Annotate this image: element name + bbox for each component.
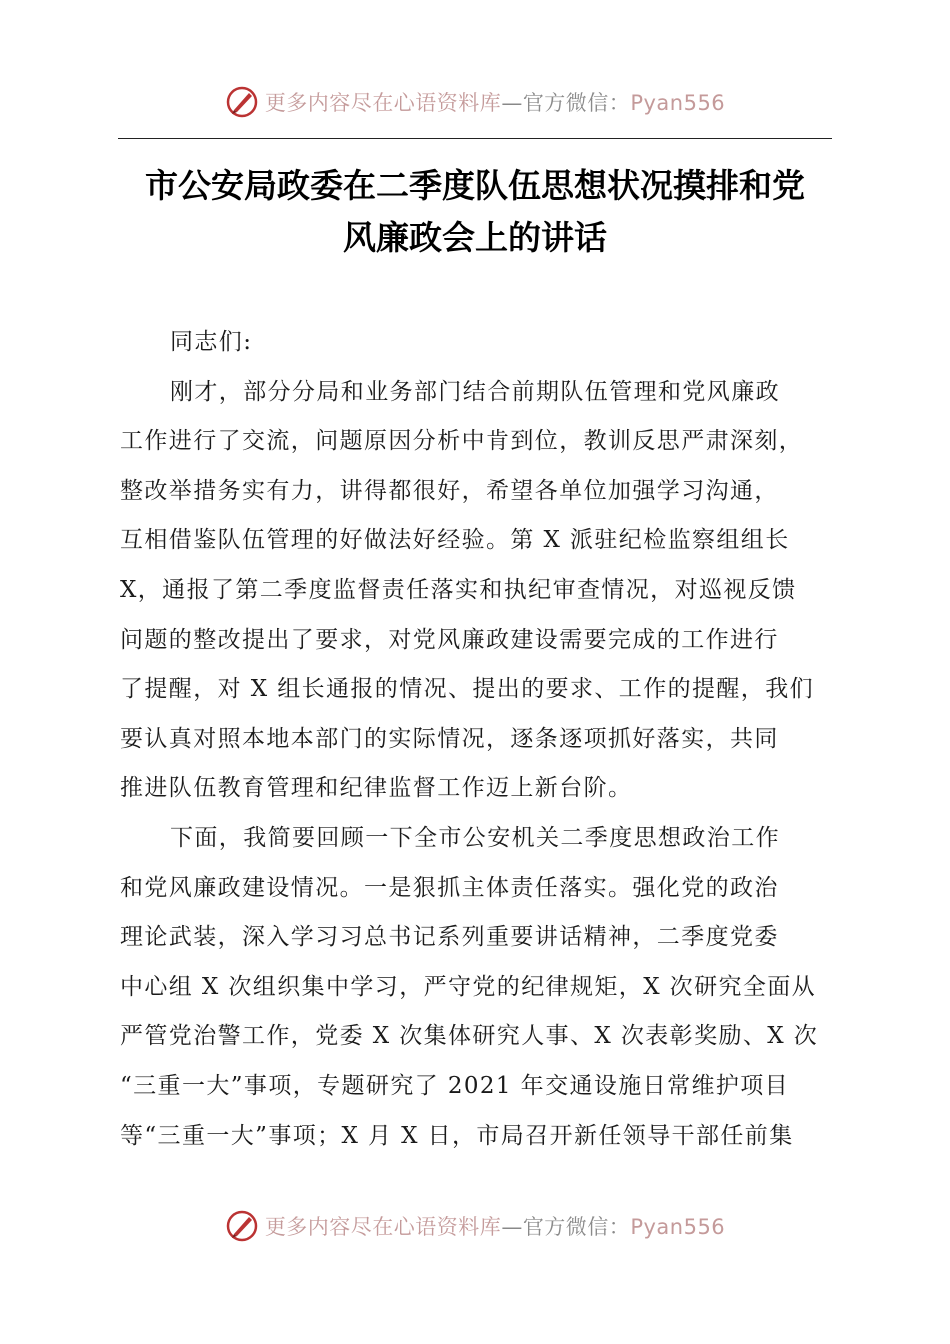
title-line: 风廉政会上的讲话 (343, 218, 607, 257)
body-line: 下面，我简要回顾一下全市公安机关二季度思想政治工作 (170, 824, 780, 851)
banner-separator: — (501, 1215, 523, 1239)
document-title (100, 160, 850, 264)
body-line: 等“三重一大”事项；X 月 X 日，市局召开新任领导干部任前集 (120, 1122, 794, 1149)
body-line: 严管党治警工作，党委 X 次集体研究人事、X 次表彰奖励、X 次 (120, 1023, 819, 1050)
title-line: 市公安局政委在二季度队伍思想状况摸排和党 (145, 166, 805, 205)
banner-wechat-id: Pyan556 (630, 91, 726, 115)
banner-wechat-id: Pyan556 (630, 1215, 726, 1239)
body-line: X，通报了第二季度监督责任落实和执纪审查情况，对巡视反馈 (120, 576, 797, 603)
pen-logo-icon (225, 1209, 259, 1243)
body-line: 整改举措务实有力，讲得都很好，希望各单位加强学习沟通， (120, 477, 779, 504)
body-line: 理论武装，深入学习习总书记系列重要讲话精神，二季度党委 (120, 924, 779, 951)
banner-separator: — (501, 91, 523, 115)
banner-text (265, 1211, 725, 1241)
body-line: 和党风廉政建设情况。一是狠抓主体责任落实。强化党的政治 (120, 874, 779, 901)
body-line: 了提醒，对 X 组长通报的情况、提出的要求、工作的提醒，我们 (120, 676, 814, 703)
body-line: 中心组 X 次组织集中学习，严守党的纪律规矩，X 次研究全面从 (120, 973, 817, 1000)
document-body (120, 318, 834, 1161)
pen-logo-icon (225, 85, 259, 119)
body-line: 推进队伍教育管理和纪律监督工作迈上新台阶。 (120, 775, 633, 802)
body-line: 要认真对照本地本部门的实际情况，逐条逐项抓好落实，共同 (120, 725, 779, 752)
banner-wechat-label: 官方微信： (522, 1215, 631, 1239)
banner-slogan: 更多内容尽在心语资料库 (264, 1215, 502, 1239)
banner-text (265, 87, 725, 117)
body-line: 互相借鉴队伍管理的好做法好经验。第 X 派驻纪检监察组组长 (120, 527, 790, 554)
banner-wechat-label: 官方微信： (522, 91, 631, 115)
body-line: “三重一大”事项，专题研究了 2021 年交通设施日常维护项目 (120, 1072, 790, 1099)
body-line: 问题的整改提出了要求，对党风廉政建设需要完成的工作进行 (120, 626, 779, 653)
header-divider (118, 138, 832, 139)
salutation: 同志们: (170, 329, 253, 355)
header-banner (0, 82, 950, 122)
body-line: 工作进行了交流，问题原因分析中肯到位，教训反思严肃深刻， (120, 428, 804, 455)
footer-banner (0, 1206, 950, 1246)
banner-slogan: 更多内容尽在心语资料库 (264, 91, 502, 115)
body-line: 刚才，部分分局和业务部门结合前期队伍管理和党风廉政 (170, 378, 780, 405)
